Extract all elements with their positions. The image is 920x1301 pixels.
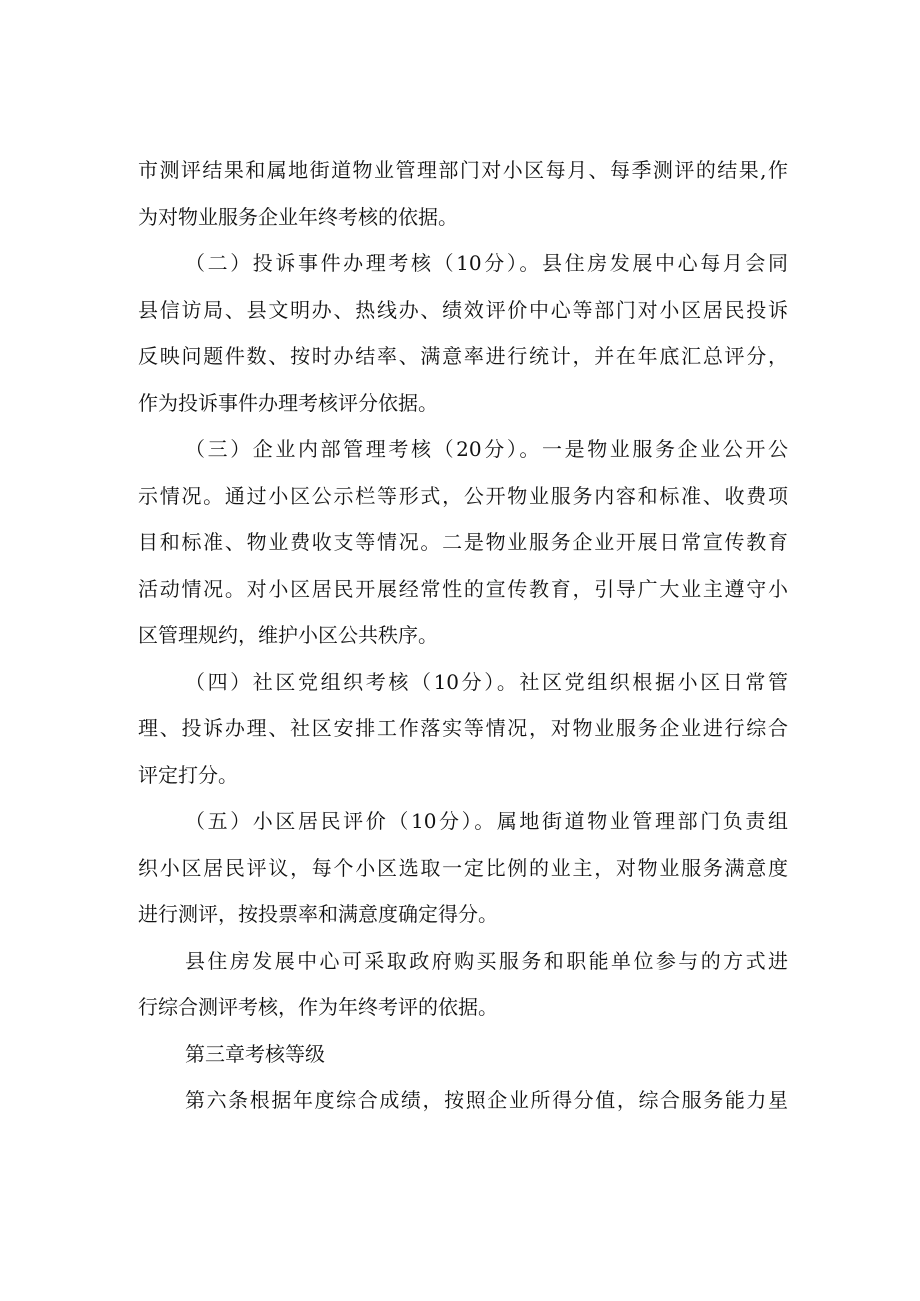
paragraph-internal-management xyxy=(138,426,788,659)
text-line: 反映问题件数、按时办结率、满意率进行统计，并在年底汇总评分， xyxy=(138,344,788,368)
text-line: （二）投诉事件办理考核（10分）。县住房发展中心每月会同 xyxy=(185,251,788,275)
paragraph-party-organization xyxy=(138,659,788,799)
text-line: 区管理规约，维护小区公共秩序。 xyxy=(138,623,438,647)
text-line: 织小区居民评议，每个小区选取一定比例的业主，对物业服务满意度 xyxy=(138,855,788,880)
text-line: 县住房发展中心可采取政府购买服务和职能单位参与的方式进 xyxy=(185,948,788,973)
text-line: （五）小区居民评价（10分）。属地街道物业管理部门负责组 xyxy=(185,809,788,833)
text-line: 作为投诉事件办理考核评分依据。 xyxy=(138,390,438,415)
text-line: 示情况。通过小区公示栏等形式，公开物业服务内容和标准、收费项 xyxy=(138,483,788,508)
paragraph-resident-evaluation xyxy=(138,798,788,938)
text-line: （三）企业内部管理考核（20分）。一是物业服务企业公开公 xyxy=(185,437,788,461)
text-line: 理、投诉办理、社区安排工作落实等情况，对物业服务企业进行综合 xyxy=(138,716,788,740)
paragraph-article-6 xyxy=(138,1077,788,1124)
paragraph-intro-tail xyxy=(138,147,788,240)
text-line: 县信访局、县文明办、热线办、绩效评价中心等部门对小区居民投诉 xyxy=(138,297,788,322)
chapter-heading xyxy=(138,1031,788,1078)
text-line: 进行测评，按投票率和满意度确定得分。 xyxy=(138,902,498,926)
text-line: （四）社区党组织考核（10分）。社区党组织根据小区日常管 xyxy=(185,669,788,694)
text-line: 市测评结果和属地街道物业管理部门对小区每月、每季测评的结果,作 xyxy=(138,158,788,182)
text-line: 评定打分。 xyxy=(138,762,238,787)
text-line: 第六条根据年度综合成绩，按照企业所得分值，综合服务能力星 xyxy=(185,1088,788,1112)
text-line: 活动情况。对小区居民开展经常性的宣传教育，引导广大业主遵守小 xyxy=(138,576,788,601)
text-line: 目和标准、物业费收支等情况。二是物业服务企业开展日常宣传教育 xyxy=(138,530,788,554)
paragraph-complaint-handling xyxy=(138,240,788,426)
text-line: 行综合测评考核，作为年终考评的依据。 xyxy=(138,995,498,1019)
paragraph-government-purchase xyxy=(138,938,788,1031)
text-line: 为对物业服务企业年终考核的依据。 xyxy=(138,204,458,229)
chapter-title: 第三章考核等级 xyxy=(185,1041,325,1066)
document-body xyxy=(138,147,788,1124)
